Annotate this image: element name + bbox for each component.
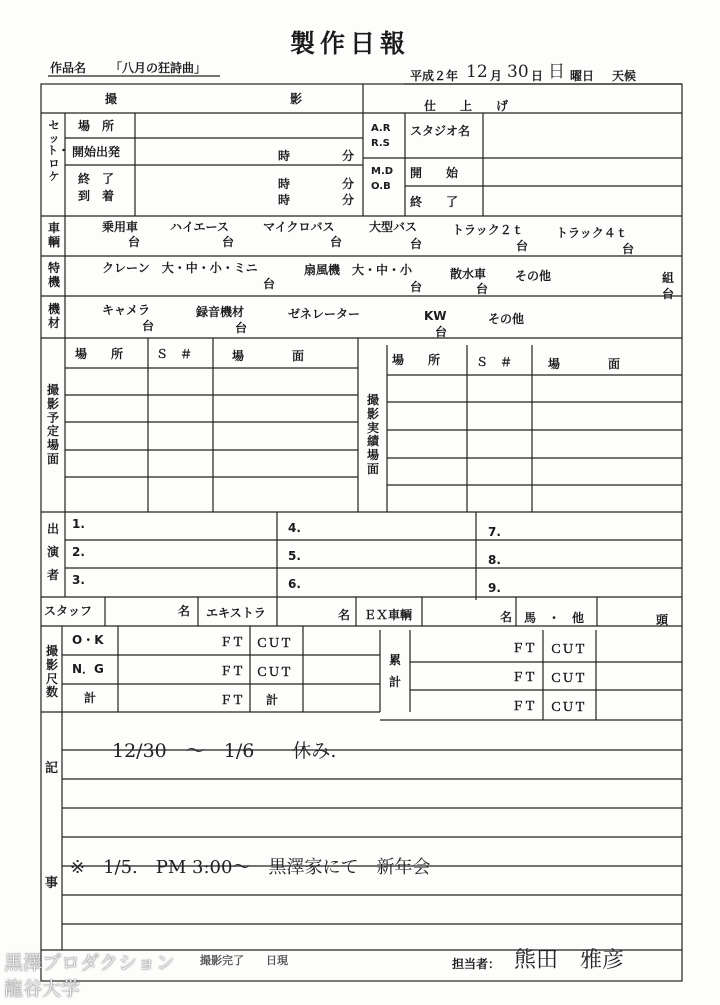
planned-scene-header: 場 面 (232, 349, 305, 363)
ok-cut-unit: ＣＵＴ (256, 636, 293, 650)
note-line-new-year-party: ※ 1/5. PM 3:00～ 黒澤家にて 新年会 (70, 857, 431, 878)
equipment-other-label: その他 (488, 312, 525, 326)
kw-label: KW (424, 309, 447, 323)
start-hour-unit: 時 (278, 149, 291, 163)
planned-scene-number-header: Ｓ ＃ (156, 347, 193, 361)
planned-scenes-label: 撮影予定場面 (46, 383, 59, 466)
ok-label: O・K (72, 633, 104, 647)
studio-name-label: スタジオ名 (410, 124, 471, 138)
cumulative-ft-unit: ＦＴ (512, 699, 537, 713)
vehicle-unit: 台 (330, 235, 343, 249)
watermark-line2: 龍谷大学 (4, 978, 81, 1000)
manager-label: 担当者： (452, 957, 501, 971)
vehicle-label: 車輌 (47, 221, 60, 249)
special-kumi-unit: 組 (662, 271, 675, 285)
fan-label: 扇風機 大・中・小 (304, 263, 413, 277)
notes-label-top: 記 (45, 761, 59, 776)
completion-stamp-text: 撮影完了 日現 (200, 954, 288, 967)
date-month-unit: 月 (490, 69, 503, 83)
cumulative-ft-unit: ＦＴ (512, 670, 537, 684)
vehicle-item-hiace: ハイエース (170, 220, 229, 234)
weather-label: 天候 (612, 69, 637, 83)
page-title: 製作日報 (290, 29, 411, 58)
equipment-unit: 台 (235, 321, 248, 335)
date-day-unit: 日 (531, 69, 544, 83)
cumulative-cut-unit: ＣＵＴ (550, 671, 587, 685)
total-cut-label: 計 (266, 693, 279, 707)
special-unit: 台 (410, 280, 423, 294)
vehicle-item-truck2t: トラック２ｔ (452, 223, 524, 237)
water-truck-label: 散水車 (450, 267, 487, 281)
set-location-label: セット・ロケ (47, 119, 69, 183)
cumulative-cut-unit: ＣＵＴ (550, 700, 587, 714)
watermark-line1: 黒澤プロダクション (4, 952, 175, 974)
special-unit: 台 (263, 277, 276, 291)
crane-label: クレーン 大・中・小・ミニ (102, 261, 258, 275)
cast-number: 4. (288, 521, 301, 535)
cast-label: 出演者 (46, 522, 59, 582)
vehicle-item-truck4t: トラック４ｔ (556, 226, 628, 240)
md-label: M.D (371, 166, 394, 177)
finishing-header: 仕 上 げ (424, 99, 509, 113)
total-ft-unit: ＦＴ (220, 693, 245, 707)
special-unit: 台 (476, 282, 489, 296)
notes-label-bottom: 事 (45, 876, 59, 891)
extra-count-unit: 名 (338, 608, 351, 622)
vehicle-unit: 台 (410, 237, 423, 251)
staff-count-unit: 名 (178, 604, 191, 618)
generator-label: ゼネレーター (288, 307, 361, 321)
date-weekday: 日 (548, 62, 565, 82)
cumulative-ft-unit: ＦＴ (512, 641, 537, 655)
vehicle-unit: 台 (516, 239, 529, 253)
ng-label: N．G (72, 662, 104, 676)
cast-number: 1. (72, 517, 85, 531)
recorder-label: 録音機材 (196, 305, 245, 319)
footage-label: 撮影尺数 (45, 644, 58, 700)
cast-number: 9. (488, 581, 501, 595)
actual-scenes-label: 撮影実績場面 (366, 393, 379, 476)
manager-signature: 熊田 雅彦 (514, 948, 625, 973)
ng-cut-unit: ＣＵＴ (256, 665, 293, 679)
studio-start-label: 開 始 (410, 166, 459, 180)
cast-number: 7. (488, 525, 501, 539)
special-equipment-label: 特機 (47, 261, 60, 289)
ng-ft-unit: ＦＴ (220, 664, 245, 678)
cast-number: 8. (488, 553, 501, 567)
start-label: 開始出発 (72, 145, 121, 159)
actual-scene-header: 場 面 (548, 357, 621, 371)
date-month: 12 (466, 62, 488, 82)
vehicle-item-car: 乗用車 (102, 220, 139, 234)
equipment-label: 機材 (47, 302, 60, 330)
arrival-minute-unit: 分 (342, 193, 355, 207)
camera-label: キャメラ (102, 303, 151, 317)
actual-scene-number-header: Ｓ ＃ (476, 355, 513, 369)
vehicle-item-bus: 大型バス (369, 220, 418, 234)
rs-label: R.S (371, 138, 390, 149)
extra-label: エキストラ (206, 606, 266, 620)
shooting-header-left: 撮 (105, 92, 118, 106)
date-era: 平成２年 (410, 69, 459, 83)
special-other-label: その他 (515, 269, 552, 283)
cast-number: 2. (72, 545, 85, 559)
ex-vehicle-label: ＥＸ車輌 (364, 608, 413, 622)
vehicle-unit: 台 (622, 242, 635, 256)
note-line-holiday: 12/30 ～ 1/6 休み. (112, 740, 337, 762)
ok-ft-unit: ＦＴ (220, 635, 245, 649)
studio-end-label: 終 了 (410, 195, 459, 209)
end-minute-unit: 分 (342, 177, 355, 191)
total-label: 計 (84, 691, 97, 705)
vehicle-unit: 台 (222, 235, 235, 249)
end-hour-unit: 時 (278, 177, 291, 191)
equipment-unit: 台 (142, 319, 155, 333)
date-weekday-unit: 曜日 (570, 69, 595, 83)
horse-count-unit: 頭 (656, 613, 669, 627)
horse-label: 馬 ・ 他 (524, 611, 585, 625)
place-label: 場 所 (78, 119, 115, 133)
arrival-label: 到 着 (78, 189, 115, 203)
cast-number: 6. (288, 577, 301, 591)
cast-number: 3. (72, 573, 85, 587)
vehicle-unit: 台 (128, 235, 141, 249)
ar-label: A.R (371, 123, 391, 134)
start-minute-unit: 分 (342, 149, 355, 163)
vehicle-item-microbus: マイクロバス (263, 220, 335, 234)
cumulative-label: 累計 (388, 653, 401, 689)
equipment-unit: 台 (435, 325, 448, 339)
ob-label: O.B (371, 181, 391, 192)
arrival-hour-unit: 時 (278, 193, 291, 207)
cumulative-cut-unit: ＣＵＴ (550, 642, 587, 656)
planned-place-header: 場 所 (75, 347, 124, 361)
special-unit: 台 (662, 287, 675, 301)
ex-vehicle-count-unit: 名 (500, 610, 513, 624)
work-title-label: 作品名 (50, 61, 87, 75)
staff-label: スタッフ (44, 604, 93, 618)
shooting-header-right: 影 (290, 92, 303, 106)
end-label: 終 了 (78, 172, 115, 186)
date-day: 30 (507, 62, 529, 82)
actual-place-header: 場 所 (392, 353, 441, 367)
cast-number: 5. (288, 549, 301, 563)
work-title: 「八月の狂詩曲」 (110, 61, 207, 75)
